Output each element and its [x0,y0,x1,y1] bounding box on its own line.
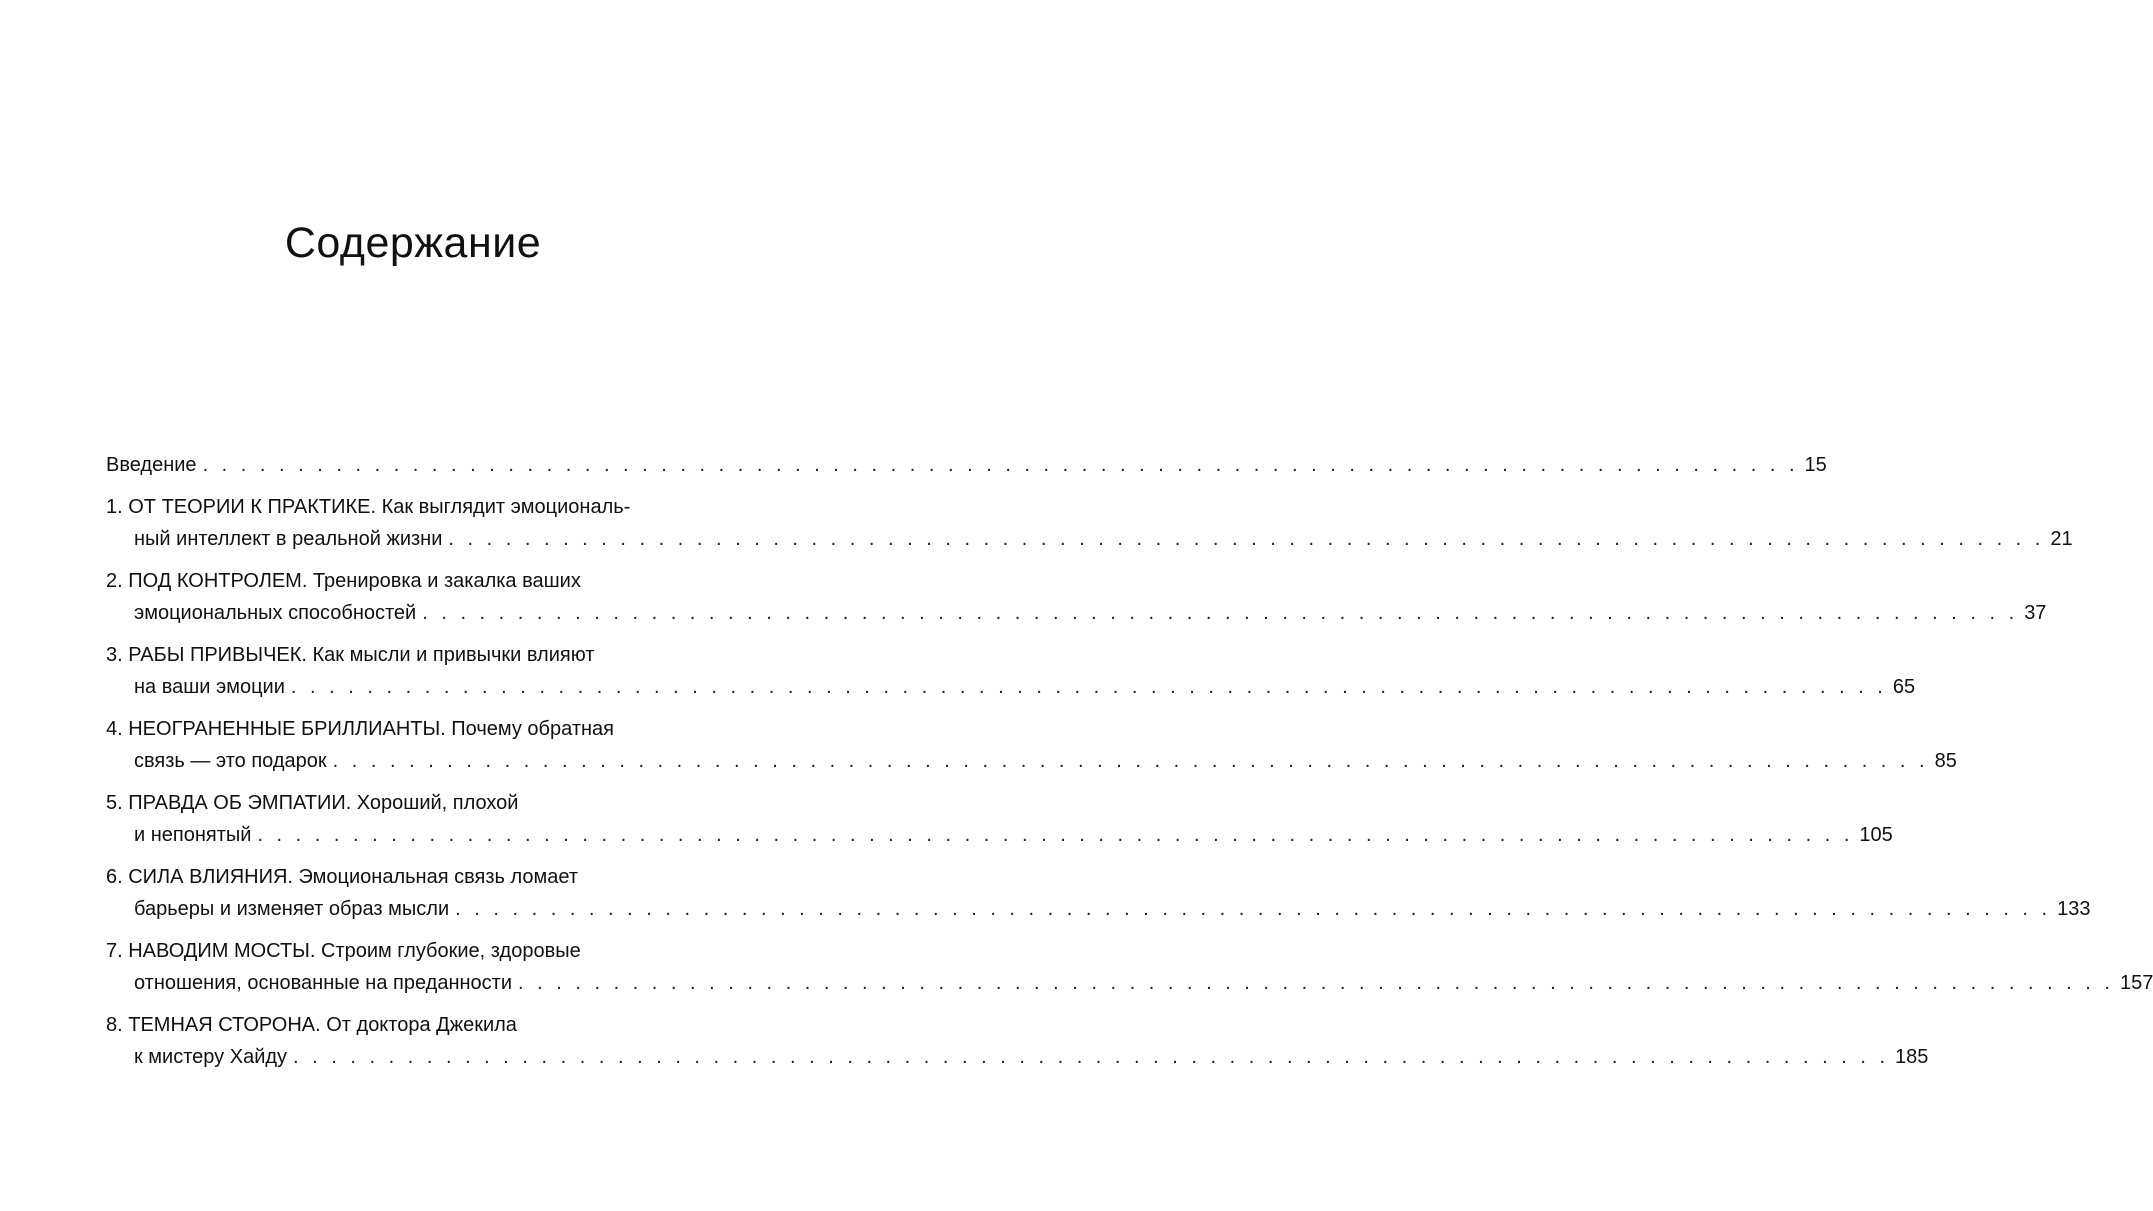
dot-leader: . . . . . . . . . . . . . . . . . . . . . . . . . . . . . . . . . . . . . . . . . . . . . . . . . . . . . . . . . . . . . . . . . . . . . . . . . . . . . . . . . . . . [293,1046,1890,1068]
entry-title-continued: ный интеллект в реальной жизни [134,528,443,550]
toc-entry-chapter-3[interactable] [106,639,1916,703]
entry-title-continued: связь — это подарок [134,750,327,772]
page-number: 105 [1859,824,1893,846]
toc-entry-introduction[interactable] [106,449,1827,481]
table-of-contents [106,449,2153,1083]
dot-leader: . . . . . . . . . . . . . . . . . . . . . . . . . . . . . . . . . . . . . . . . . . . . . . . . . . . . . . . . . . . . . . . . . . . . . . . . . . . . . . . . . . . . [448,528,2045,550]
page-number: 21 [2050,528,2073,550]
toc-entry-chapter-6[interactable] [106,861,2091,925]
entry-title-continued: эмоциональных способностей [134,602,417,624]
entry-title: 5. ПРАВДА ОБ ЭМПАТИИ. Хороший, плохой [106,792,519,814]
entry-title-continued: и непонятый [134,824,252,846]
page-number: 185 [1895,1046,1929,1068]
entry-title-continued: отношения, основанные на преданности [134,972,512,994]
toc-entry-chapter-2[interactable] [106,565,2047,629]
page-number: 85 [1934,750,1957,772]
entry-title-continued: барьеры и изменяет образ мысли [134,898,450,920]
page-number: 157 [2119,972,2153,994]
entry-title: 1. ОТ ТЕОРИИ К ПРАКТИКЕ. Как выглядит эмоциональ- [106,496,631,518]
dot-leader: . . . . . . . . . . . . . . . . . . . . . . . . . . . . . . . . . . . . . . . . . . . . . . . . . . . . . . . . . . . . . . . . . . . . . . . . . . . . . . . . . . . . [257,824,1854,846]
entry-title: Введение [106,454,197,476]
entry-title: 6. СИЛА ВЛИЯНИЯ. Эмоциональная связь ломает [106,866,578,888]
entry-title: 8. ТЕМНАЯ СТОРОНА. От доктора Джекила [106,1014,517,1036]
page-number: 65 [1892,676,1916,698]
page-number: 133 [2057,898,2091,920]
entry-title-continued: к мистеру Хайду [134,1046,288,1068]
entry-title: 7. НАВОДИМ МОСТЫ. Строим глубокие, здоровые [106,940,581,962]
dot-leader: . . . . . . . . . . . . . . . . . . . . . . . . . . . . . . . . . . . . . . . . . . . . . . . . . . . . . . . . . . . . . . . . . . . . . . . . . . . . . . . . . . . . [202,454,1799,476]
page-title: Содержание [284,218,542,267]
toc-entry-chapter-8[interactable] [106,1009,1929,1073]
page-number: 37 [2024,602,2047,624]
toc-entry-chapter-7[interactable] [106,935,2153,999]
entry-title: 4. НЕОГРАНЕННЫЕ БРИЛЛИАНТЫ. Почему обратная [106,718,614,740]
entry-title-continued: на ваши эмоции [134,676,285,698]
toc-entry-chapter-1[interactable] [106,491,2073,555]
toc-entry-chapter-4[interactable] [106,713,1957,777]
dot-leader: . . . . . . . . . . . . . . . . . . . . . . . . . . . . . . . . . . . . . . . . . . . . . . . . . . . . . . . . . . . . . . . . . . . . . . . . . . . . . . . . . . . . [332,750,1929,772]
entry-title: 3. РАБЫ ПРИВЫЧЕК. Как мысли и привычки влияют [106,644,595,666]
toc-entry-chapter-5[interactable] [106,787,1893,851]
entry-title: 2. ПОД КОНТРОЛЕМ. Тренировка и закалка ваших [106,570,581,592]
dot-leader: . . . . . . . . . . . . . . . . . . . . . . . . . . . . . . . . . . . . . . . . . . . . . . . . . . . . . . . . . . . . . . . . . . . . . . . . . . . . . . . . . . . . [518,972,2114,994]
dot-leader: . . . . . . . . . . . . . . . . . . . . . . . . . . . . . . . . . . . . . . . . . . . . . . . . . . . . . . . . . . . . . . . . . . . . . . . . . . . . . . . . . . . . [290,676,1887,698]
page-number: 15 [1804,454,1827,476]
dot-leader: . . . . . . . . . . . . . . . . . . . . . . . . . . . . . . . . . . . . . . . . . . . . . . . . . . . . . . . . . . . . . . . . . . . . . . . . . . . . . . . . . . . . [455,898,2052,920]
dot-leader: . . . . . . . . . . . . . . . . . . . . . . . . . . . . . . . . . . . . . . . . . . . . . . . . . . . . . . . . . . . . . . . . . . . . . . . . . . . . . . . . . . . . [422,602,2019,624]
